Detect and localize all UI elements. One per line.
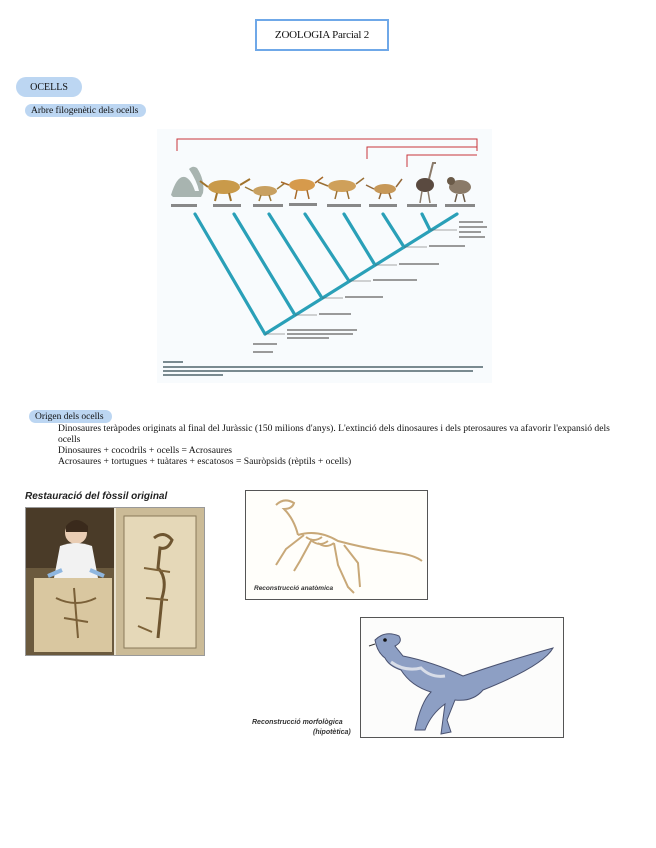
annotation-lines	[265, 230, 457, 334]
origin-paragraph-2: Dinosaures + cocodrils + ocells = Acrosaures	[58, 445, 232, 456]
clade-brackets	[177, 139, 477, 167]
page-title	[255, 19, 389, 51]
section-ocells-heading	[16, 77, 82, 97]
phylogenetic-tree-svg	[157, 129, 492, 383]
tree-branches	[195, 214, 457, 334]
origin-paragraph-3: Acrosaures + tortugues + tuàtares + escatosos = Sauròpsids (rèptils + ocells)	[58, 456, 352, 467]
section-ocells-text: OCELLS	[30, 81, 68, 93]
ostrich-icon	[416, 163, 436, 203]
dinosaur-silhouettes	[171, 167, 402, 201]
origin-text-block	[58, 423, 618, 467]
annotation-text	[253, 221, 487, 353]
fossil-photo	[25, 507, 205, 656]
page-title-text: ZOOLOGIA Parcial 2	[274, 29, 370, 41]
taxon-labels	[171, 203, 475, 207]
feathered-dinosaur-illustration	[361, 618, 563, 737]
fossil-heading: Restauració del fòssil original	[25, 491, 168, 502]
phylogenetic-tree-figure	[157, 129, 492, 383]
recon-morfo-caption-line2: (hipotètica)	[313, 729, 351, 736]
morphological-reconstruction-figure	[360, 617, 564, 738]
origin-paragraph-1: Dinosaures teràpodes originats al final del Juràssic (150 milions d'anys). L'extinció dels dinosaures i dels pterosaures va afavorir l'expansió dels ocells	[58, 423, 610, 445]
recon-anatomic-caption: Reconstrucció anatòmica	[254, 585, 334, 592]
subsection-tree-heading	[25, 104, 146, 117]
subsection-origin-text: Origen dels ocells	[35, 411, 104, 422]
bird-icon	[447, 177, 471, 202]
anatomical-reconstruction-figure	[245, 490, 428, 600]
fossil-photo-svg	[26, 508, 204, 655]
skeleton-illustration	[246, 491, 427, 599]
subsection-tree-text: Arbre filogenètic dels ocells	[31, 105, 139, 116]
subsection-origin-heading	[29, 410, 112, 423]
recon-morfo-caption-line1: Reconstrucció morfològica	[252, 719, 343, 726]
figure-caption-lines	[163, 361, 483, 376]
